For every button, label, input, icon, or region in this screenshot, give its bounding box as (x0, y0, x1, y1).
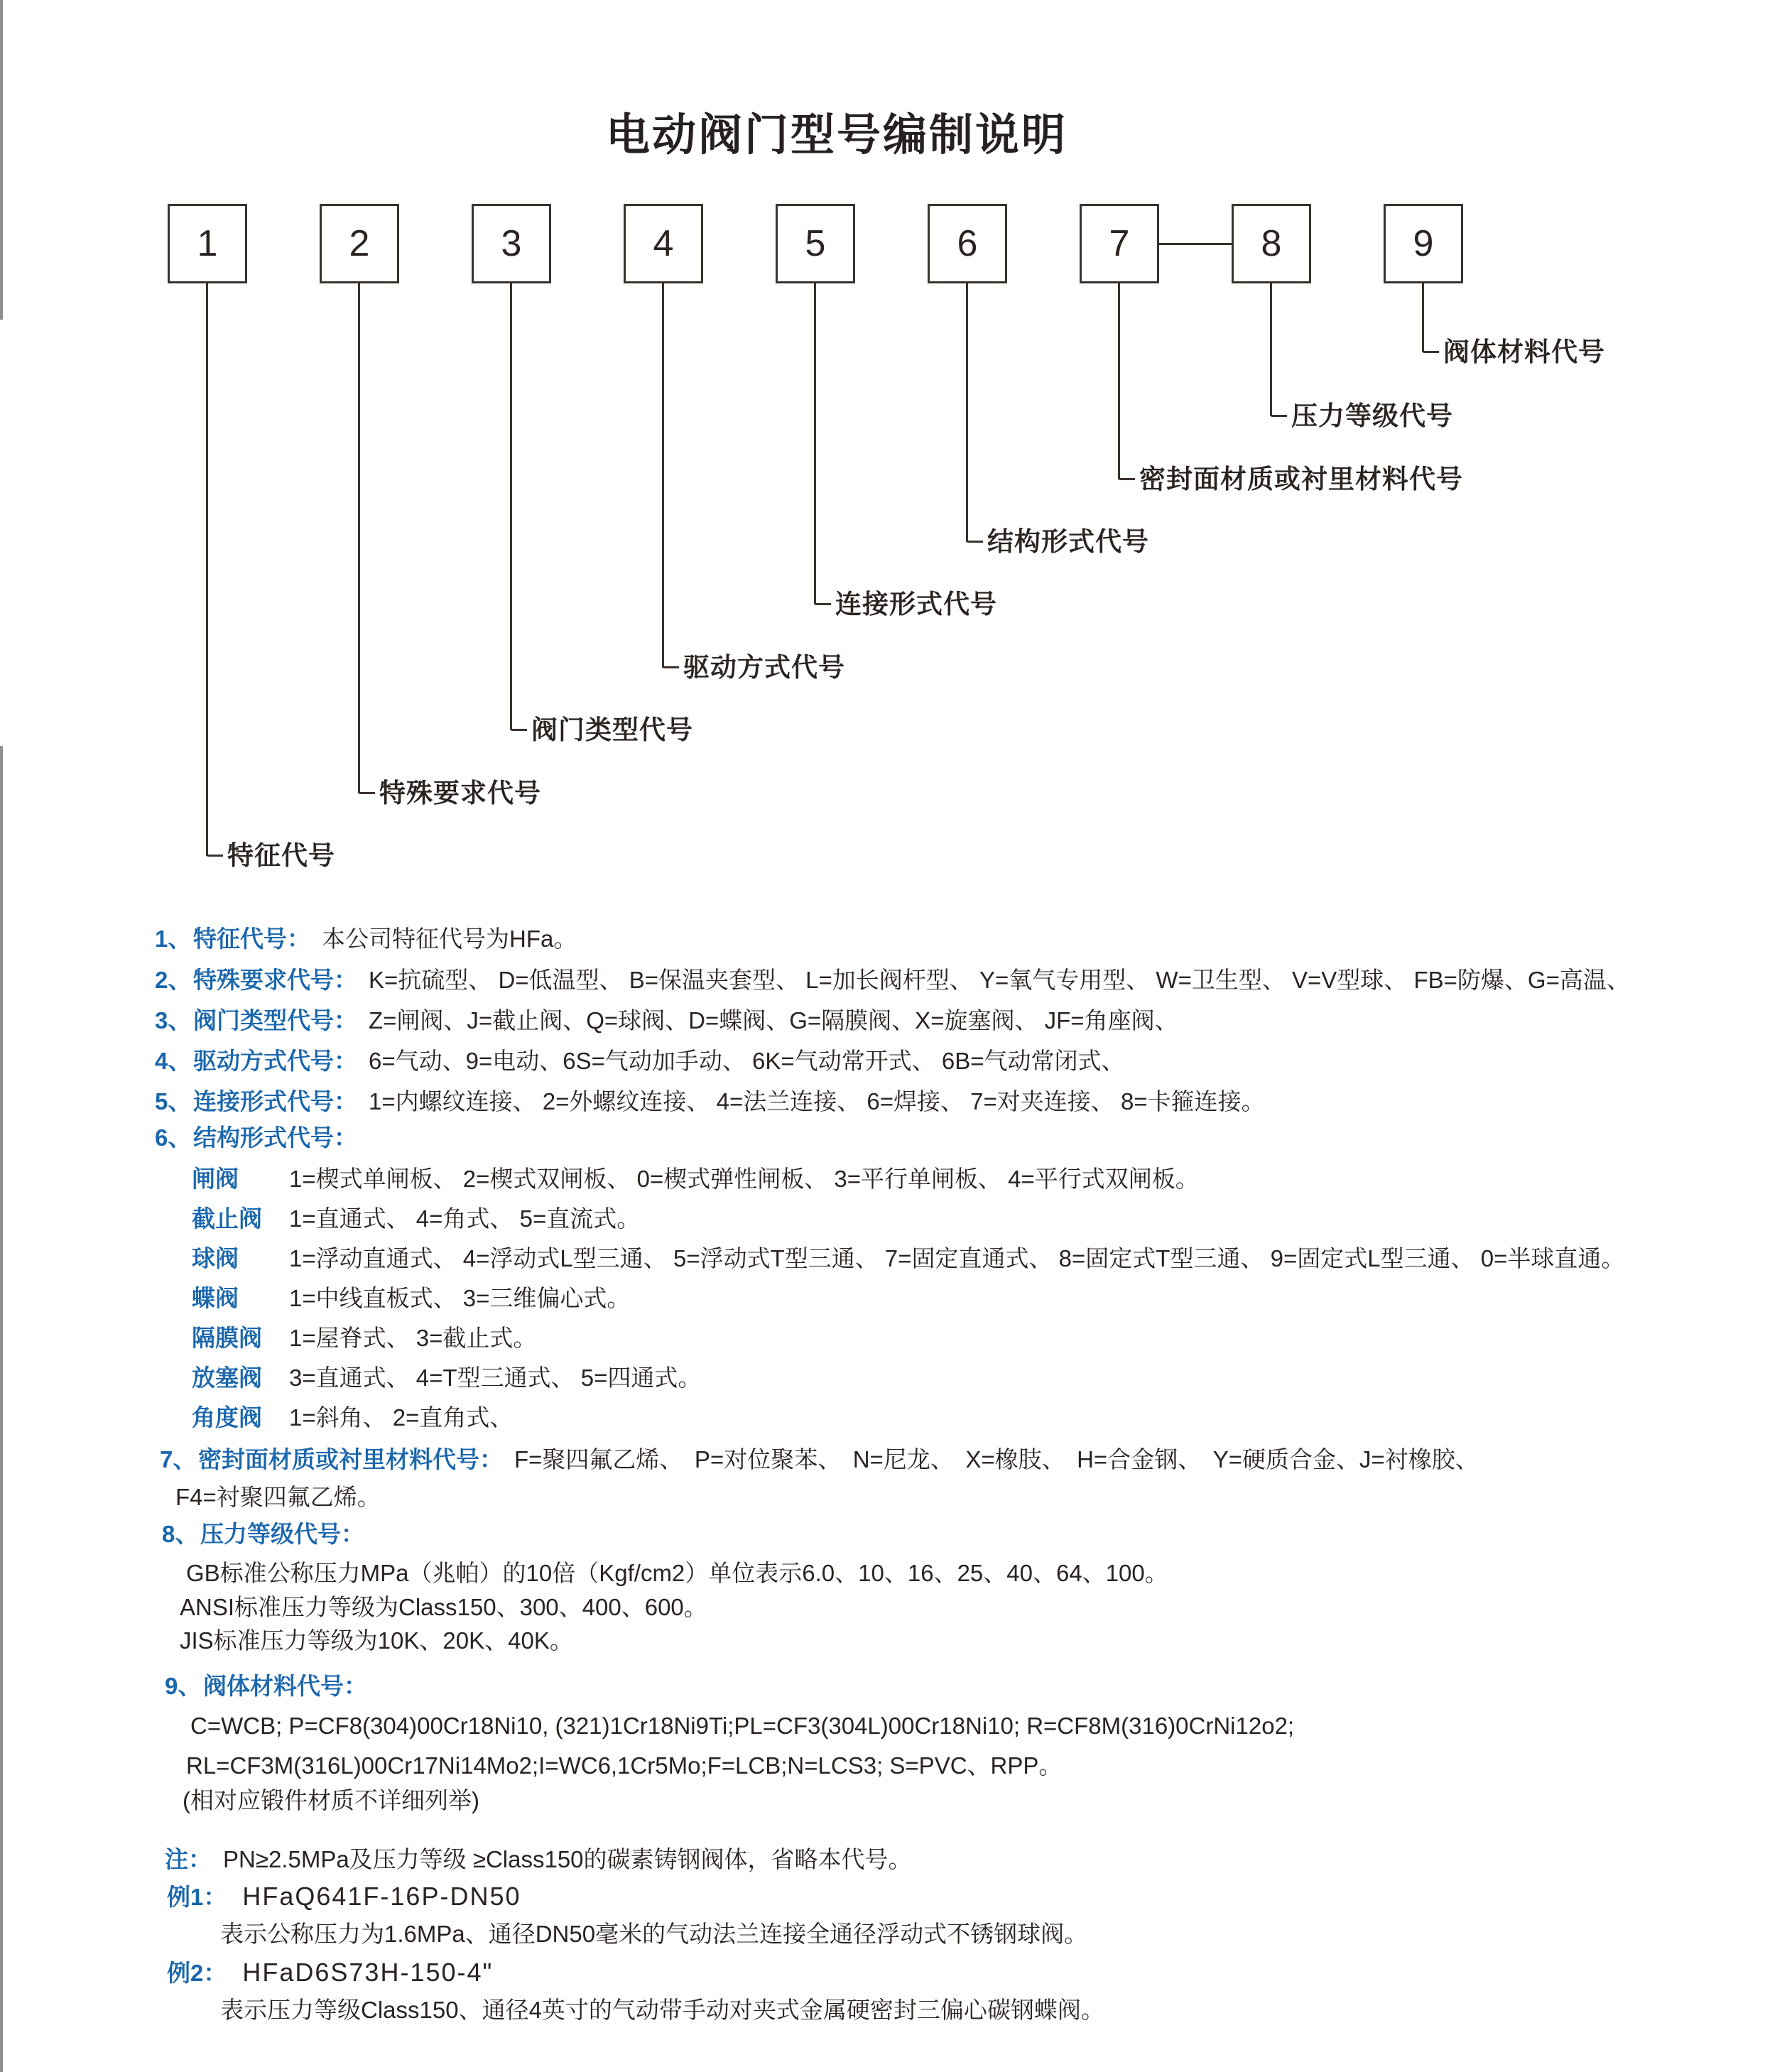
item-9-line1-text: C=WCB; P=CF8(304)00Cr18Ni10, (321)1Cr18Ni9Ti;PL=CF3(304L)00Cr18Ni10; R=CF8M(316)0CrNi12o2; (190, 1713, 1295, 1739)
item-1-heading: 特征代号： (193, 926, 310, 952)
structure-body-angle-valve: 1=斜角、 2=直角式、 (289, 1404, 514, 1431)
item-2-row (155, 961, 1630, 999)
diagram-label-7: 密封面材质或衬里材料代号 (1139, 465, 1463, 494)
item-9-row (165, 1667, 367, 1705)
item-6-heading: 结构形式代号： (193, 1124, 357, 1151)
tick-line-3 (511, 729, 527, 731)
item-7-number: 7、 (160, 1446, 197, 1472)
item-6-number: 6、 (155, 1124, 192, 1151)
diagram-label-3: 阀门类型代号 (531, 715, 693, 744)
code-box-2-number: 2 (349, 223, 370, 264)
drop-line-1 (206, 283, 208, 856)
item-5-body: 1=内螺纹连接、 2=外螺纹连接、 4=法兰连接、 6=焊接、 7=对夹连接、 8=卡箍连接。 (369, 1088, 1265, 1114)
item-8-jis-line (180, 1622, 573, 1660)
item-9-forging-note (183, 1781, 479, 1820)
structure-label-globe-valve: 截止阀 (192, 1205, 262, 1232)
structure-body-plug-valve: 3=直通式、 4=T型三通式、 5=四通式。 (289, 1365, 702, 1391)
structure-row-gate-valve (192, 1160, 1199, 1198)
diagram-label-4: 驱动方式代号 (683, 653, 845, 682)
code-box-2 (320, 204, 399, 283)
tick-line-5 (815, 603, 831, 605)
item-9-materials-line-1 (190, 1707, 1294, 1745)
structure-label-ball-valve: 球阀 (192, 1245, 239, 1271)
box7-box8-connector-line (1159, 243, 1232, 245)
item-9-line3-text: (相对应锻件材质不详细列举) (183, 1787, 479, 1813)
item-1-row (155, 920, 577, 958)
code-box-4-number: 4 (653, 223, 674, 264)
item-7-body: F=聚四氟乙烯、 P=对位聚苯、 N=尼龙、 X=橡肢、 H=合金钢、 Y=硬质合金、J=衬橡胶、 (514, 1446, 1479, 1472)
item-9-number: 9、 (165, 1673, 202, 1699)
tick-line-7 (1119, 478, 1135, 480)
diagram-label-6: 结构形式代号 (987, 527, 1149, 556)
drop-line-6 (966, 283, 968, 542)
drop-line-4 (662, 283, 664, 668)
example-1-desc-text: 表示公称压力为1.6MPa、通径DN50毫米的气动法兰连接全通径浮动式不锈钢球阀。 (220, 1921, 1088, 1947)
structure-row-globe-valve (192, 1200, 640, 1238)
example-2-desc-text: 表示压力等级Class150、通径4英寸的气动带手动对夹式金属硬密封三偏心碳钢蝶阀。 (220, 1997, 1104, 2023)
tick-line-8 (1271, 415, 1287, 417)
item-3-body: Z=闸阀、J=截止阀、Q=球阀、D=蝶阀、G=隔膜阀、X=旋塞阀、 JF=角座阀、 (369, 1007, 1178, 1034)
item-7-body-line-2 (175, 1478, 381, 1517)
code-box-1-number: 1 (197, 223, 218, 264)
page-title: 电动阀门型号编制说明 (605, 111, 1068, 160)
structure-label-plug-valve: 放塞阀 (192, 1365, 262, 1391)
code-box-6 (928, 204, 1007, 283)
tick-line-2 (359, 792, 375, 794)
structure-body-diaphragm-valve: 1=屋脊式、 3=截止式。 (289, 1325, 537, 1351)
drop-line-5 (814, 283, 816, 604)
drop-line-8 (1270, 283, 1272, 416)
structure-body-globe-valve: 1=直通式、 4=角式、 5=直流式。 (289, 1205, 641, 1232)
item-3-row (155, 1002, 1178, 1040)
structure-body-ball-valve: 1=浮动直通式、 4=浮动式L型三通、 5=浮动式T型三通、 7=固定直通式、 8=固定式T型三通、 9=固定式L型三通、 0=半球直通。 (289, 1245, 1625, 1271)
code-box-9 (1384, 204, 1463, 283)
tick-line-4 (663, 666, 679, 668)
code-box-6-number: 6 (957, 223, 978, 264)
code-box-8 (1232, 204, 1311, 283)
code-box-5-number: 5 (805, 223, 826, 264)
item-4-heading: 驱动方式代号： (193, 1048, 357, 1074)
code-box-3-number: 3 (501, 223, 522, 264)
item-7-row (160, 1441, 1479, 1479)
code-box-7 (1080, 204, 1159, 283)
tick-line-9 (1423, 351, 1439, 353)
structure-body-gate-valve: 1=楔式单闸板、 2=楔式双闸板、 0=楔式弹性闸板、 3=平行单闸板、 4=平行式双闸板。 (289, 1166, 1199, 1192)
item-7-heading: 密封面材质或衬里材料代号： (198, 1446, 503, 1472)
drop-line-2 (358, 283, 360, 793)
code-box-9-number: 9 (1413, 223, 1434, 264)
code-box-7-number: 7 (1109, 223, 1130, 264)
structure-row-plug-valve (192, 1359, 701, 1397)
item-8-row (162, 1515, 364, 1553)
structure-label-butterfly-valve: 蝶阀 (192, 1285, 239, 1311)
item-9-line2-text: RL=CF3M(316L)00Cr17Ni14Mo2;I=WC6,1Cr5Mo;F=LCB;N=LCS3; S=PVC、RPP。 (186, 1752, 1063, 1779)
example-1-row (167, 1877, 521, 1916)
item-8-gb-text: GB标准公称压力MPa（兆帕）的10倍（Kgf/cm2）单位表示6.0、10、16、25、40、64、100。 (186, 1560, 1168, 1586)
example-2-row (167, 1953, 493, 1992)
item-1-number: 1、 (155, 926, 192, 952)
drop-line-3 (510, 283, 512, 730)
item-1-body: 本公司特征代号为HFa。 (322, 926, 577, 952)
drop-line-7 (1118, 283, 1120, 479)
example-2-label: 例2： (167, 1960, 227, 1986)
example-2-model-code: HFaD6S73H-150-4" (242, 1958, 494, 1987)
page-edge-line-bottom (0, 746, 3, 2072)
item-8-ansi-text: ANSI标准压力等级为Class150、300、400、600。 (180, 1594, 707, 1620)
example-1-model-code: HFaQ641F-16P-DN50 (242, 1882, 521, 1911)
item-5-heading: 连接形式代号： (193, 1088, 357, 1114)
diagram-label-2: 特殊要求代号 (379, 779, 541, 808)
note-body: PN≥2.5MPa及压力等级 ≥Class150的碳素铸钢阀体，省略本代号。 (223, 1846, 912, 1872)
item-7-body2-text: F4=衬聚四氟乙烯。 (175, 1484, 381, 1510)
item-9-heading: 阀体材料代号： (203, 1673, 367, 1699)
code-box-5 (776, 204, 855, 283)
structure-label-gate-valve: 闸阀 (192, 1166, 239, 1192)
structure-label-angle-valve: 角度阀 (192, 1404, 262, 1431)
diagram-label-1: 特征代号 (227, 841, 335, 870)
item-3-heading: 阀门类型代号： (193, 1007, 357, 1034)
drop-line-9 (1422, 283, 1424, 352)
item-9-materials-line-2 (186, 1747, 1062, 1785)
structure-row-butterfly-valve (192, 1279, 630, 1318)
diagram-label-8: 压力等级代号 (1291, 401, 1453, 430)
item-2-body: K=抗硫型、 D=低温型、 B=保温夹套型、 L=加长阀杆型、 Y=氧气专用型、 W=卫生型、 V=V型球、 FB=防爆、G=高温、 (369, 967, 1630, 993)
item-8-number: 8、 (162, 1521, 199, 1547)
structure-body-butterfly-valve: 1=中线直板式、 3=三维偏心式。 (289, 1285, 631, 1311)
item-6-row (155, 1119, 357, 1157)
item-2-number: 2、 (155, 967, 192, 993)
note-label: 注： (165, 1846, 212, 1872)
diagram-label-5: 连接形式代号 (835, 590, 997, 619)
example-1-label: 例1： (167, 1884, 227, 1910)
code-box-1 (168, 204, 247, 283)
item-4-number: 4、 (155, 1048, 192, 1074)
code-box-4 (624, 204, 703, 283)
note-row (165, 1840, 912, 1879)
item-5-number: 5、 (155, 1088, 192, 1114)
code-box-3 (472, 204, 551, 283)
item-8-gb-line (186, 1554, 1168, 1593)
example-1-description (220, 1915, 1087, 1953)
code-box-8-number: 8 (1261, 223, 1282, 264)
item-4-body: 6=气动、9=电动、6S=气动加手动、 6K=气动常开式、 6B=气动常闭式、 (369, 1048, 1125, 1074)
structure-label-diaphragm-valve: 隔膜阀 (192, 1325, 262, 1351)
item-2-heading: 特殊要求代号： (193, 967, 357, 993)
item-8-ansi-line (180, 1588, 707, 1627)
item-3-number: 3、 (155, 1007, 192, 1034)
structure-row-diaphragm-valve (192, 1319, 536, 1357)
structure-row-angle-valve (192, 1399, 513, 1437)
item-5-row (155, 1083, 1265, 1121)
example-2-description (220, 1991, 1104, 2029)
tick-line-6 (967, 541, 983, 543)
diagram-label-9: 阀体材料代号 (1443, 337, 1605, 367)
item-8-jis-text: JIS标准压力等级为10K、20K、40K。 (180, 1627, 573, 1654)
structure-row-ball-valve (192, 1240, 1624, 1278)
item-4-row (155, 1042, 1125, 1080)
tick-line-1 (207, 855, 223, 857)
item-8-heading: 压力等级代号： (200, 1521, 364, 1547)
